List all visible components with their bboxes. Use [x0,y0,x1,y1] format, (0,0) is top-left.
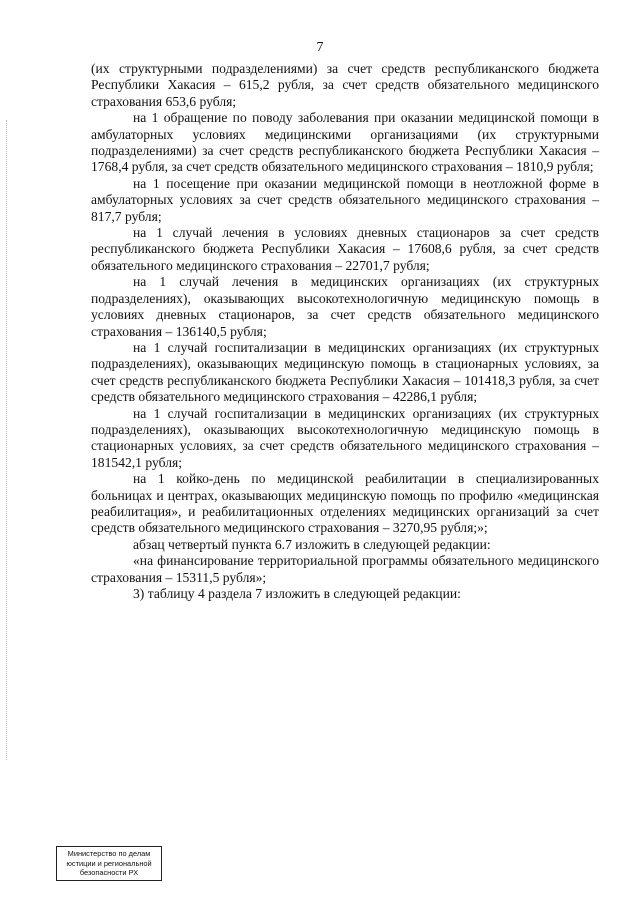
paragraph-2: на 1 обращение по поводу заболевания при оказании медицинской помощи в амбулаторных условиях медицинскими организациями (их структурными подразделениями) за счет средств республиканского бюджета Республики Хакасия – 1768,4 рубля, за счет средств обязательного медицинского страхования – 1810,9 рубля; [91,110,599,175]
paragraph-11: 3) таблицу 4 раздела 7 изложить в следующей редакции: [133,586,461,601]
stamp-line-3: безопасности РХ [79,868,139,878]
paragraph-8: на 1 койко-день по медицинской реабилитации в специализированных больницах и центрах, оказывающих медицинскую помощь по профилю «медицинская реабилитация», и реабилитационных отделениях медицинских организаций за счет средств обязательного медицинского страхования – 3270,95 рубля;»; [91,471,599,536]
scan-edge-line [6,120,7,760]
paragraph-7: на 1 случай госпитализации в медицинских организациях (их структурных подразделениях), оказывающих высокотехнологичную медицинскую помощь в стационарных условиях, за счет средств обязательного медицинского страхования – 181542,1 рубля; [91,405,599,470]
paragraph-9: абзац четвертый пункта 6.7 изложить в следующей редакции: [133,536,491,552]
page-number: 7 [316,40,324,55]
paragraph-1: (их структурными подразделениями) за счет средств республиканского бюджета Республики Хакасия – 615,2 рубля, за счет средств обязательного медицинского страхования 653,6 рубля; [91,61,599,109]
paragraph-4: на 1 случай лечения в условиях дневных стационаров за счет средств республиканского бюджета Республики Хакасия – 17608,6 рубля, за счет средств обязательного медицинского страхования – 22701,7 рубля; [91,225,599,273]
paragraph-10: «на финансирование территориальной программы обязательного медицинского страхования – 15311,5 рубля»; [91,553,599,585]
ministry-stamp [56,846,162,881]
paragraph-5: на 1 случай лечения в медицинских организациях (их структурных подразделениях), оказывающих высокотехнологичную медицинскую помощь в условиях дневных стационаров, за счет средств обязательного медицинского страхования – 136140,5 рубля; [91,274,599,339]
document-body [91,61,599,602]
paragraph-3: на 1 посещение при оказании медицинской помощи в неотложной форме в амбулаторных условиях за счет средств обязательного медицинского страхования – 817,7 рубля; [91,175,599,224]
stamp-line-2: юстиции и региональной [66,858,152,868]
stamp-line-1: Министерство по делам [67,849,151,858]
paragraph-6: на 1 случай госпитализации в медицинских организациях (их структурных подразделениях), оказывающих медицинскую помощь в стационарных условиях, за счет средств республиканского бюджета Республики Хакасия – 101418,3 рубля, за счет средств обязательного медицинского страхования – 42286,1 рубля; [91,339,599,405]
